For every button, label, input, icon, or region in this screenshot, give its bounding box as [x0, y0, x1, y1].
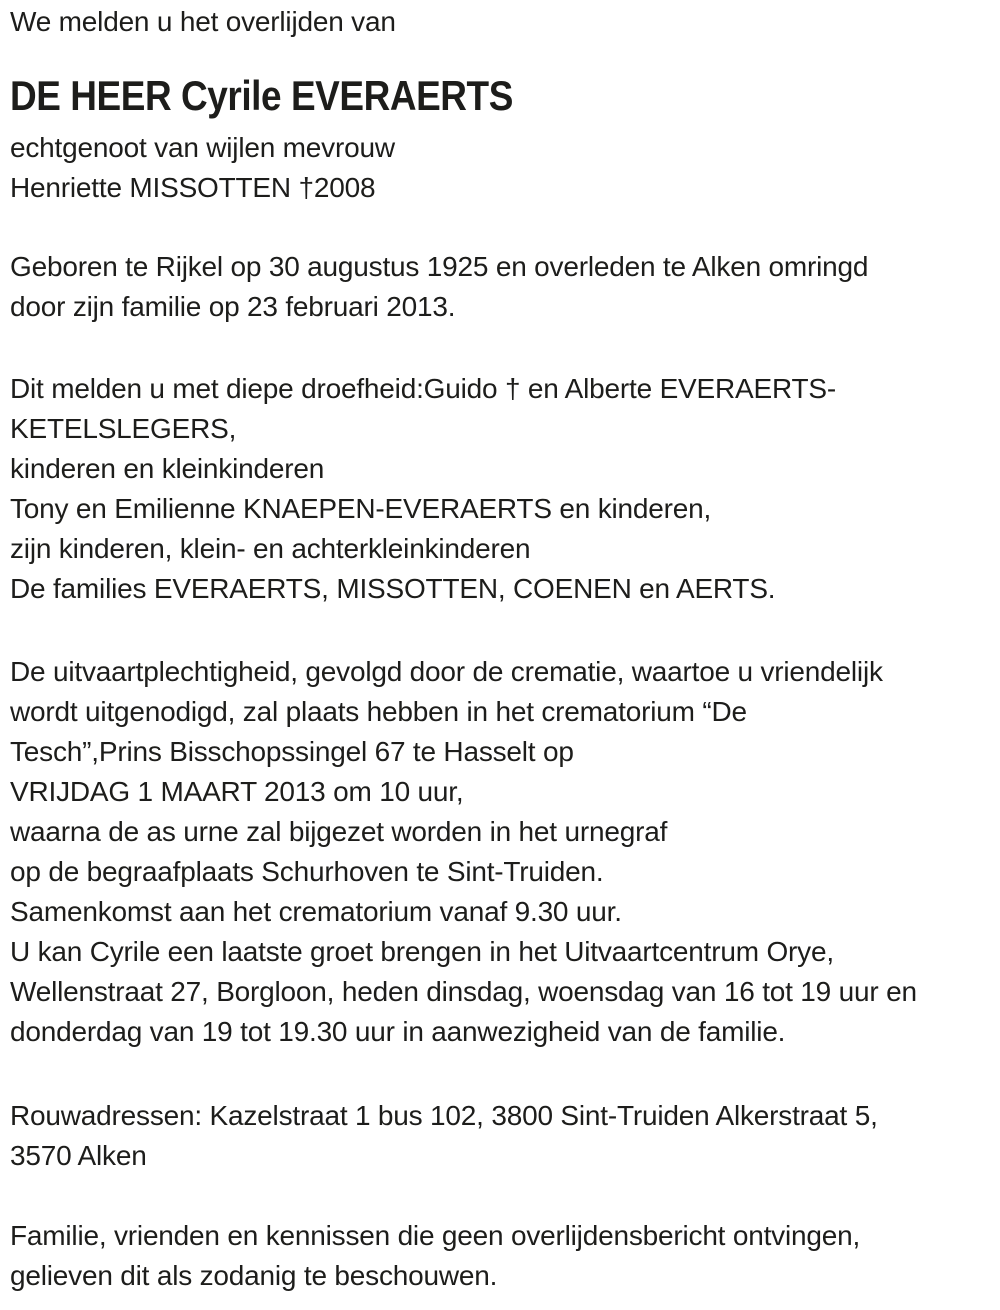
closing-line: Familie, vrienden en kennissen die geen overlijdensbericht ontvingen, [10, 1220, 861, 1251]
birth-death-line: Geboren te Rijkel op 30 augustus 1925 en overleden te Alken omringd [10, 251, 869, 282]
family-line: De families EVERAERTS, MISSOTTEN, COENEN en AERTS. [10, 573, 776, 604]
mourning-address-line: Rouwadressen: Kazelstraat 1 bus 102, 3800 Sint-Truiden Alkerstraat 5, [10, 1100, 878, 1131]
funeral-date-line: VRIJDAG 1 MAART 2013 om 10 uur, [10, 776, 464, 807]
spouse-line: echtgenoot van wijlen mevrouw [10, 132, 395, 163]
family-line: Dit melden u met diepe droefheid:Guido † en Alberte EVERAERTS- [10, 373, 836, 404]
funeral-line: donderdag van 19 tot 19.30 uur in aanwezigheid van de familie. [10, 1016, 786, 1047]
funeral-line: op de begraafplaats Schurhoven te Sint-Truiden. [10, 856, 604, 887]
funeral-line: Samenkomst aan het crematorium vanaf 9.30 uur. [10, 896, 622, 927]
funeral-line: waarna de as urne zal bijgezet worden in het urnegraf [10, 816, 668, 847]
birth-death-line: door zijn familie op 23 februari 2013. [10, 291, 456, 322]
spouse-paragraph [10, 128, 990, 208]
intro-line: We melden u het overlijden van [10, 6, 396, 37]
family-line: zijn kinderen, klein- en achterkleinkinderen [10, 533, 531, 564]
funeral-line: Wellenstraat 27, Borgloon, heden dinsdag, woensdag van 16 tot 19 uur en [10, 976, 917, 1007]
family-line: kinderen en kleinkinderen [10, 453, 325, 484]
family-line: Tony en Emilienne KNAEPEN-EVERAERTS en kinderen, [10, 493, 712, 524]
funeral-line: De uitvaartplechtigheid, gevolgd door de crematie, waartoe u vriendelijk [10, 656, 883, 687]
spouse-name-line: Henriette MISSOTTEN †2008 [10, 172, 376, 203]
mourning-address-line: 3570 Alken [10, 1140, 147, 1171]
funeral-line: U kan Cyrile een laatste groet brengen in het Uitvaartcentrum Orye, [10, 936, 834, 967]
funeral-paragraph [10, 652, 990, 1052]
family-line: KETELSLEGERS, [10, 413, 237, 444]
deceased-name-title: DE HEER Cyrile EVERAERTS [10, 72, 513, 119]
family-paragraph [10, 369, 990, 609]
funeral-line: Tesch”,Prins Bisschopssingel 67 te Hasselt op [10, 736, 574, 767]
funeral-line: wordt uitgenodigd, zal plaats hebben in het crematorium “De [10, 696, 747, 727]
birth-death-paragraph [10, 247, 990, 327]
mourning-addresses-paragraph [10, 1096, 990, 1176]
closing-line: gelieven dit als zodanig te beschouwen. [10, 1260, 498, 1291]
closing-paragraph [10, 1216, 990, 1296]
